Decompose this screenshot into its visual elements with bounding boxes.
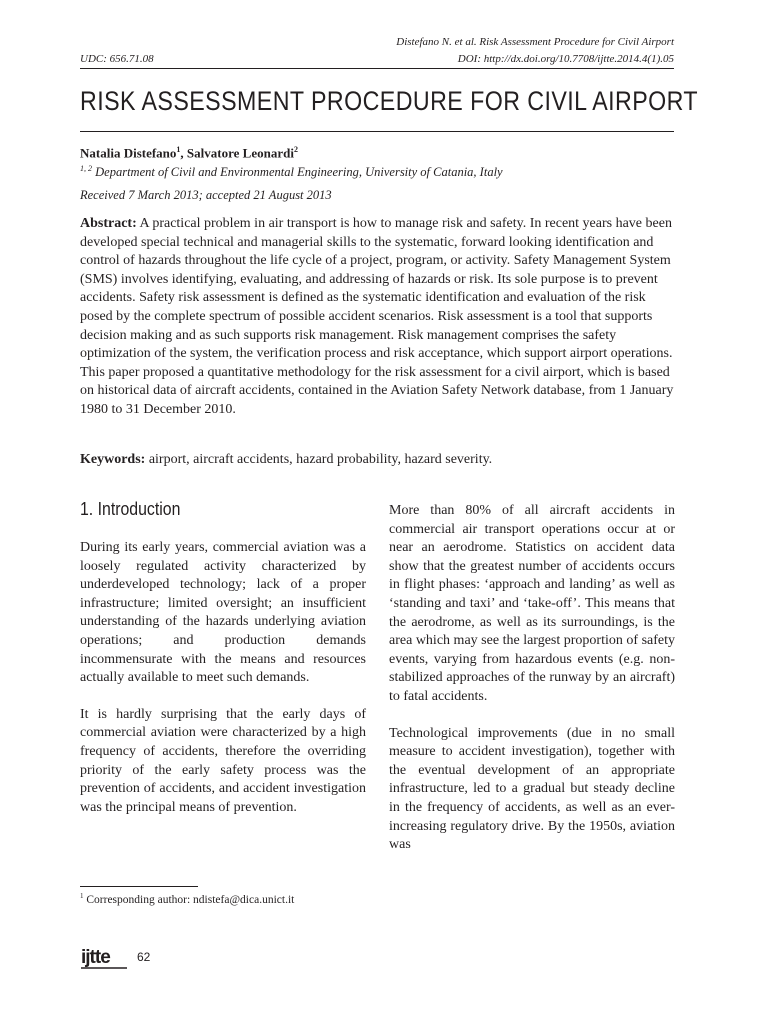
right-column bbox=[389, 502, 675, 873]
paragraph: During its early years, commercial aviation was a loosely regulated activity characterized by underdeveloped technology; lack of a proper infrastructure; limited oversight; an insufficient understanding of the hazards underlying aviation operations; and production demands incommensurate with the means and resources actually available to meet such demands. bbox=[80, 540, 366, 686]
author-name: Natalia Distefano bbox=[80, 145, 177, 161]
logo-wordmark: ijtte bbox=[81, 947, 110, 968]
affiliation bbox=[80, 164, 503, 180]
abstract-text: A practical problem in air transport is how to manage risk and safety. In recent years have been developed special technical and managerial skills to the systematic, forward looking identification and control of hazards throughout the life cycle of a project, program, or activity. Safety Management System (SMS) involves identifying, evaluating, and addressing of hazards or risk. Its sole purpose is to prevent accidents. Safety risk assessment is defined as the systematic identification and evaluation of the risk posed by the complete spectrum of possible accident scenarios. Risk assessment is a tool that supports decision making and as such supports risk management. Risk management comprises the safety optimization of the system, the verification process and risk acceptance, which support airport operations. This paper proposed a quantitative methodology for the risk assessment for a civil airport, which is based on historical data of aircraft accidents, contained in the Aviation Safety Network database, from 1 January 1980 to 31 December 2010. bbox=[80, 216, 674, 417]
udc-code: UDC: 656.71.08 bbox=[80, 53, 154, 65]
doi-link[interactable]: DOI: http://dx.doi.org/10.7708/ijtte.2014.4(1).05 bbox=[457, 53, 674, 65]
received-dates: Received 7 March 2013; accepted 21 August 2013 bbox=[80, 188, 332, 202]
keywords bbox=[80, 452, 676, 468]
affiliation-text: Department of Civil and Environmental Engineering, University of Catania, Italy bbox=[92, 165, 503, 180]
footnote-mark: 1 bbox=[80, 892, 84, 900]
journal-logo bbox=[80, 944, 130, 970]
footnote-text: Corresponding author: ndistefa@dica.unict.it bbox=[83, 893, 295, 906]
running-head: Distefano N. et al. Risk Assessment Procedure for Civil Airport bbox=[396, 36, 674, 48]
author-line bbox=[80, 145, 298, 161]
footnote-divider bbox=[80, 886, 198, 887]
author-affil-mark: 1 bbox=[176, 145, 181, 154]
paper-title: RISK ASSESSMENT PROCEDURE FOR CIVIL AIRPORT bbox=[80, 86, 699, 116]
meta-row bbox=[80, 53, 674, 69]
author-separator: , bbox=[180, 145, 187, 161]
footnote bbox=[80, 892, 294, 906]
paragraph: Technological improvements (due in no small measure to accident investigation), together with the eventual development of an appropriate infrastructure, led to a gradual but steady decline in the frequency of accidents, as well as an ever-increasing regulatory drive. By the 1950s, aviation was bbox=[389, 725, 675, 853]
keywords-text: airport, aircraft accidents, hazard probability, hazard severity. bbox=[145, 452, 493, 467]
page-number: 62 bbox=[137, 950, 151, 964]
abstract bbox=[80, 215, 676, 420]
paragraph: More than 80% of all aircraft accidents in commercial air transport operations occur at or near an aerodrome. Statistics on accident data show that the greatest number of accidents occurs in flight phases: ‘approach and landing’ as well as ‘standing and taxi’ and ‘take-off’. This means that the aerodrome, as well as its surroundings, is the area which may see the largest proportion of safety events, varying from hazardous events (e.g. non-stabilized approaches of the runway by an aircraft) to fatal accidents. bbox=[389, 503, 675, 704]
affiliation-mark: 1, 2 bbox=[80, 164, 92, 173]
keywords-label: Keywords: bbox=[80, 452, 146, 467]
abstract-label: Abstract: bbox=[80, 216, 137, 231]
author-affil-mark: 2 bbox=[293, 145, 298, 154]
paragraph: It is hardly surprising that the early days of commercial aviation were characterized by a high frequency of accidents, therefore the overriding priority of the early safety process was the prevention of accidents, and accident investigation was the principal means of prevention. bbox=[80, 706, 366, 815]
author-name: Salvatore Leonardi bbox=[186, 145, 294, 161]
left-column bbox=[80, 539, 366, 835]
section-heading: 1. Introduction bbox=[80, 499, 181, 519]
title-divider bbox=[80, 131, 674, 132]
